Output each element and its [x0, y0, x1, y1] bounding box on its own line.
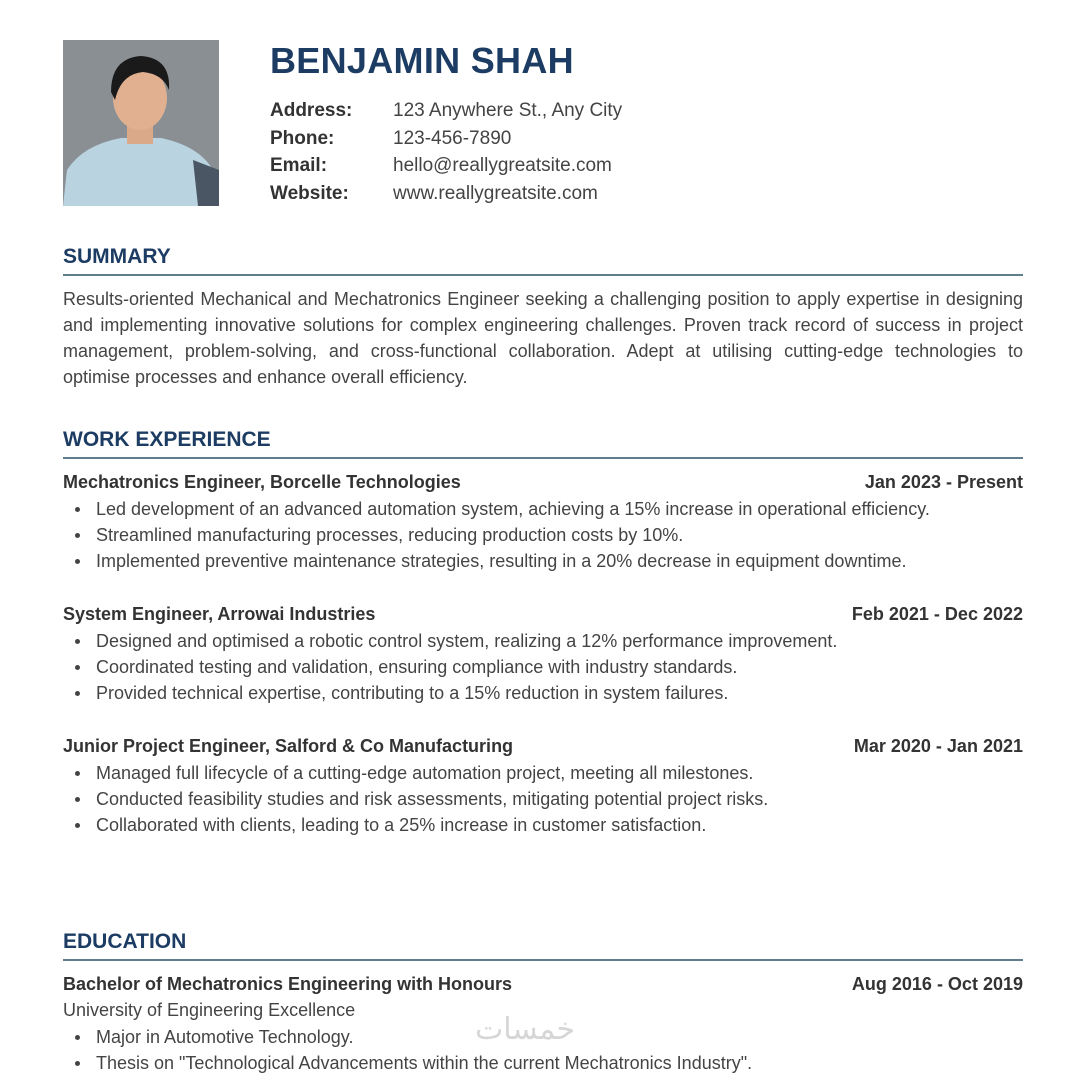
contact-label: Email:	[270, 155, 328, 177]
education-bullet: Thesis on "Technological Advancements within the current Mechatronics Industry".	[96, 1050, 1023, 1076]
summary-text: Results-oriented Mechanical and Mechatronics Engineer seeking a challenging position to apply expertise in designing and implementing innovative solutions for complex engineering challenges. Proven track record of success in project management, problem-solving, and cross-functional collaboration. Adept at utilising cutting-edge technologies to optimise processes and enhance overall efficiency.	[63, 289, 1023, 387]
candidate-name: BENJAMIN SHAH	[270, 40, 574, 81]
contact-label: Address:	[270, 100, 353, 121]
contact-website	[270, 180, 622, 208]
job-title: Junior Project Engineer, Salford & Co Manufacturing	[63, 736, 514, 756]
contact-info	[270, 97, 622, 208]
section-heading: EDUCATION	[63, 930, 1023, 961]
contact-email	[270, 152, 622, 180]
job-entry	[63, 601, 1023, 706]
contact-label: Website:	[270, 183, 349, 205]
job-bullet: Implemented preventive maintenance strategies, resulting in a 20% decrease in equipment downtime.	[96, 548, 953, 574]
job-bullet: Provided technical expertise, contributing to a 15% reduction in system failures.	[96, 680, 953, 706]
job-bullet: Designed and optimised a robotic control system, realizing a 12% performance improvement.	[96, 628, 953, 654]
work-experience-section	[63, 428, 1023, 838]
job-dates: Feb 2021 - Dec 2022	[851, 604, 1023, 624]
section-heading: WORK EXPERIENCE	[63, 428, 1023, 459]
job-title: Mechatronics Engineer, Borcelle Technologies	[63, 472, 461, 492]
job-bullet: Managed full lifecycle of a cutting-edge automation project, meeting all milestones.	[96, 760, 953, 786]
job-bullet: Conducted feasibility studies and risk assessments, mitigating potential project risks.	[96, 786, 953, 812]
contact-value: hello@reallygreatsite.com	[393, 155, 612, 177]
contact-value: 123-456-7890	[393, 127, 512, 149]
profile-photo	[63, 40, 219, 206]
contact-value: www.reallygreatsite.com	[393, 183, 598, 205]
contact-address	[270, 97, 622, 125]
job-entry	[63, 733, 1023, 838]
education-bullet: Major in Automotive Technology.	[96, 1024, 1023, 1050]
contact-value: 123 Anywhere St., Any City	[393, 100, 623, 121]
job-dates: Mar 2020 - Jan 2021	[853, 736, 1023, 756]
job-bullet: Streamlined manufacturing processes, reducing production costs by 10%.	[96, 522, 953, 548]
education-section	[63, 930, 1023, 1076]
job-title: System Engineer, Arrowai Industries	[63, 604, 376, 624]
job-entry	[63, 469, 1023, 574]
education-dates: Aug 2016 - Oct 2019	[851, 974, 1023, 994]
contact-label: Phone:	[270, 127, 335, 149]
summary-section	[63, 245, 1023, 390]
watermark: خمسات	[475, 1012, 576, 1047]
job-dates: Jan 2023 - Present	[864, 472, 1023, 492]
degree: Bachelor of Mechatronics Engineering with Honours	[63, 974, 513, 994]
job-bullet: Collaborated with clients, leading to a 25% increase in customer satisfaction.	[96, 812, 953, 838]
school: University of Engineering Excellence	[63, 1000, 356, 1020]
job-bullet: Led development of an advanced automation system, achieving a 15% increase in operational efficiency.	[96, 496, 953, 522]
contact-phone	[270, 125, 622, 153]
job-bullet: Coordinated testing and validation, ensuring compliance with industry standards.	[96, 654, 953, 680]
section-heading: SUMMARY	[63, 245, 1023, 276]
